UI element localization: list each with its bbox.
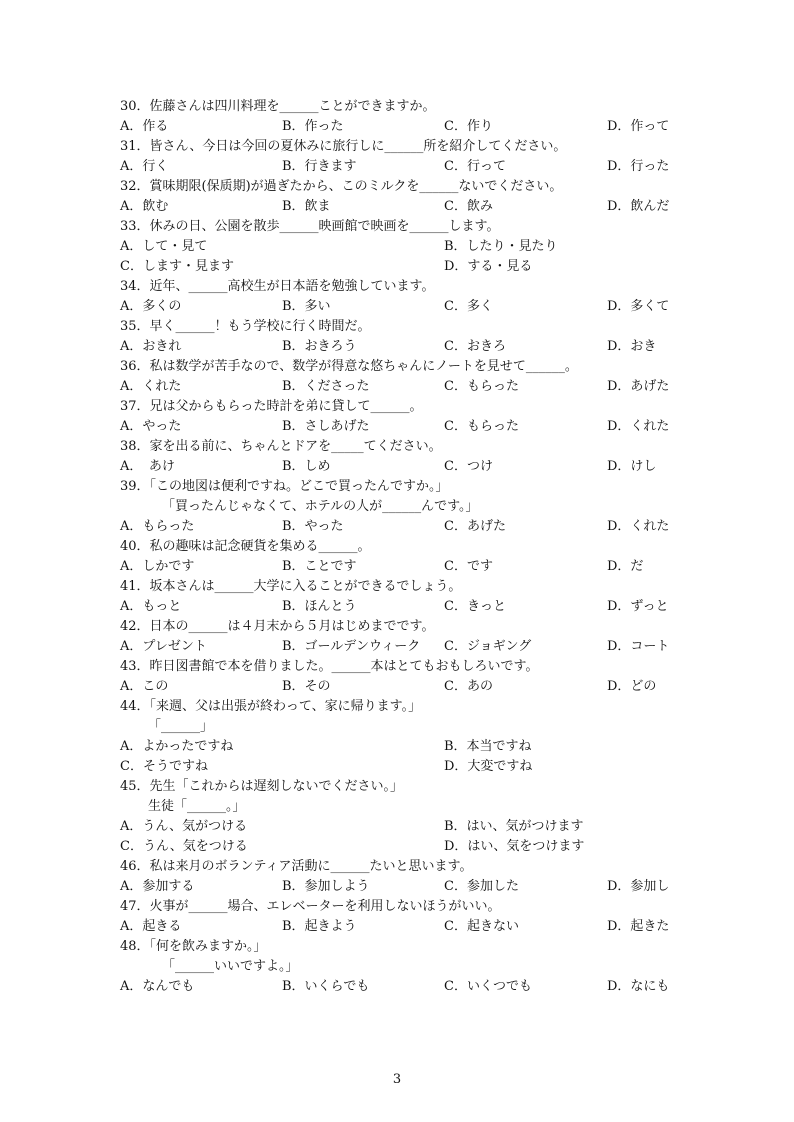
option-a: A．行く (120, 159, 169, 174)
question-39: 39．「この地図は便利ですね。どこで買ったんですか。」 (120, 479, 449, 494)
option-c: C．そうですね (120, 759, 208, 774)
options-44-row2 (118, 757, 678, 777)
options-30 (118, 117, 678, 137)
options-46 (118, 877, 678, 897)
option-a: A．この (120, 679, 169, 694)
option-c: C．作り (444, 119, 493, 134)
option-d: D．けし (607, 459, 657, 474)
option-a: A．飲む (120, 199, 169, 214)
option-a: A．くれた (120, 379, 182, 394)
option-b: B．本当ですね (444, 739, 532, 754)
option-b: B．おきろう (282, 339, 357, 354)
question-34: 34．近年、______高校生が日本語を勉強しています。 (120, 279, 435, 294)
option-d: D．なにも (607, 979, 670, 994)
question-45: 45．先生「これからは遅刻しないでください。」 (120, 779, 404, 794)
question-list (118, 97, 678, 997)
option-b: B．作った (282, 119, 344, 134)
option-c: C．起きない (444, 919, 519, 934)
option-c: C．もらった (444, 379, 519, 394)
option-d: D．ずっと (607, 599, 669, 614)
option-b: B．起きよう (282, 919, 357, 934)
options-43 (118, 677, 678, 697)
options-44-row1 (118, 737, 678, 757)
option-d: D．大変ですね (444, 759, 533, 774)
options-35 (118, 337, 678, 357)
options-45-row2 (118, 837, 678, 857)
question-44-reply: 「______」 (148, 719, 214, 734)
options-32 (118, 197, 678, 217)
option-d: D．参加し (607, 879, 670, 894)
options-41 (118, 597, 678, 617)
option-a: A．やった (120, 419, 182, 434)
question-45-reply: 生徒「______。」 (148, 799, 246, 814)
option-a: A．なんでも (120, 979, 195, 994)
option-a: A．もっと (120, 599, 182, 614)
question-37: 37．兄は父からもらった時計を弟に貸して______。 (120, 399, 423, 414)
option-b: B．行きます (282, 159, 357, 174)
option-b: B．くださった (282, 379, 370, 394)
options-36 (118, 377, 678, 397)
option-c: C．行って (444, 159, 506, 174)
question-40: 40．私の趣味は記念硬貨を集める______。 (120, 539, 371, 554)
options-37 (118, 417, 678, 437)
options-31 (118, 157, 678, 177)
question-41: 41．坂本さんは______大学に入ることができるでしょう。 (120, 579, 462, 594)
question-36: 36．私は数学が苦手なので、数学が得意な悠ちゃんにノートを見せて______。 (120, 359, 578, 374)
option-b: B．しめ (282, 459, 331, 474)
option-c: C．参加した (444, 879, 519, 894)
question-32: 32．賞味期限(保质期)が過ぎたから、このミルクを______ないでください。 (120, 179, 563, 194)
options-47 (118, 917, 678, 937)
options-38 (118, 457, 678, 477)
options-39 (118, 517, 678, 537)
option-a: A．して・見て (120, 239, 208, 254)
option-a: A．おきれ (120, 339, 182, 354)
option-c: C．いくつでも (444, 979, 532, 994)
option-a: A．多くの (120, 299, 182, 314)
option-d: D．する・見る (444, 259, 533, 274)
option-b: B．その (282, 679, 331, 694)
option-b: B．やった (282, 519, 344, 534)
option-d: D．コート (607, 639, 670, 654)
options-48 (118, 977, 678, 997)
options-45-row1 (118, 817, 678, 837)
option-d: D．行った (607, 159, 670, 174)
option-b: B．したり・見たり (444, 239, 558, 254)
option-a: A．参加する (120, 879, 195, 894)
option-d: D．多くて (607, 299, 670, 314)
option-b: B．参加しよう (282, 879, 370, 894)
option-b: B．さしあげた (282, 419, 370, 434)
option-c: C．つけ (444, 459, 493, 474)
option-a: A．起きる (120, 919, 182, 934)
question-38: 38．家を出る前に、ちゃんとドアを_____てください。 (120, 439, 442, 454)
question-35: 35．早く______！もう学校に行く時間だ。 (120, 319, 371, 334)
question-39-reply: 「買ったんじゃなくて、ホテルの人が______んです。」 (162, 499, 479, 514)
option-d: D．作って (607, 119, 670, 134)
option-b: B．ことです (282, 559, 357, 574)
option-d: D．だ (607, 559, 644, 574)
option-d: D．あげた (607, 379, 670, 394)
option-d: D．はい、気をつけます (444, 839, 585, 854)
question-30: 30．佐藤さんは四川料理を______ことができますか。 (120, 99, 436, 114)
option-c: C．します・見ます (120, 259, 234, 274)
option-a: A．プレゼント (120, 639, 207, 654)
option-c: C．あげた (444, 519, 506, 534)
question-46: 46．私は来月のボランティア活動に______たいと思います。 (120, 859, 473, 874)
option-c: C．もらった (444, 419, 519, 434)
option-a: A．作る (120, 119, 169, 134)
options-42 (118, 637, 678, 657)
option-c: C．飲み (444, 199, 493, 214)
option-a: A．うん、気がつける (120, 819, 248, 834)
option-d: D．くれた (607, 419, 670, 434)
page-number: 3 (392, 1072, 402, 1087)
option-b: B．多い (282, 299, 331, 314)
option-d: D．どの (607, 679, 657, 694)
option-c: C．きっと (444, 599, 506, 614)
question-48-reply: 「______いいですよ。」 (162, 959, 299, 974)
question-47: 47．火事が______場合、エレベーターを利用しないほうがいい。 (120, 899, 501, 914)
question-33: 33．休みの日、公園を散歩______映画館で映画を______します。 (120, 219, 500, 234)
option-a: A．もらった (120, 519, 195, 534)
question-42: 42．日本の______は４月末から５月はじめまでです。 (120, 619, 435, 634)
option-a: A．しかです (120, 559, 195, 574)
option-c: C．です (444, 559, 493, 574)
option-b: B．いくらでも (282, 979, 370, 994)
option-c: C．うん、気をつける (120, 839, 248, 854)
option-d: D．おき (607, 339, 657, 354)
option-b: B．はい、気がつけます (444, 819, 584, 834)
options-33-row1 (118, 237, 678, 257)
option-b: B．ほんとう (282, 599, 357, 614)
option-d: D．飲んだ (607, 199, 670, 214)
options-40 (118, 557, 678, 577)
question-48: 48．「何を飲みますか。」 (120, 939, 267, 954)
question-43: 43．昨日図書館で本を借りました。______本はとてもおもしろいです。 (120, 659, 539, 674)
option-c: C．おきろ (444, 339, 506, 354)
option-d: D．くれた (607, 519, 670, 534)
option-c: C．あの (444, 679, 493, 694)
option-a: A． あけ (120, 459, 175, 474)
option-c: C．多く (444, 299, 493, 314)
option-d: D．起きた (607, 919, 670, 934)
option-c: C．ジョギング (444, 639, 532, 654)
option-b: B．飲ま (282, 199, 331, 214)
options-33-row2 (118, 257, 678, 277)
option-b: B．ゴールデンウィーク (282, 639, 421, 654)
question-31: 31．皆さん、今日は今回の夏休みに旅行しに______所を紹介してください。 (120, 139, 567, 154)
question-44: 44．「来週、父は出張が終わって、家に帰ります。」 (120, 699, 422, 714)
options-34 (118, 297, 678, 317)
option-a: A．よかったですね (120, 739, 234, 754)
